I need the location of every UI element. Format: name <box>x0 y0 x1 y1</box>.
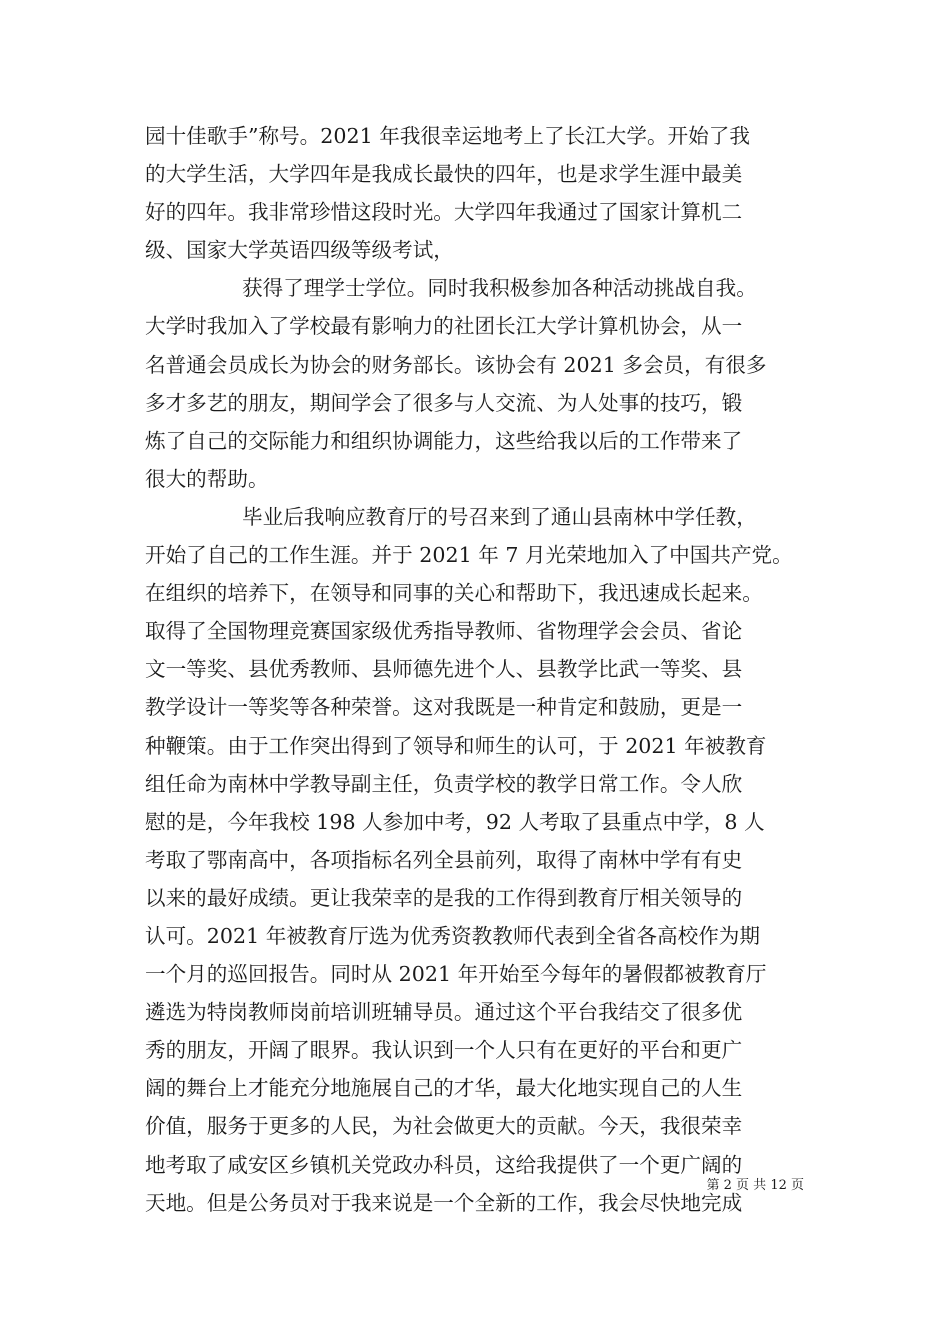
text-line: 阔的舞台上才能充分地施展自己的才华，最大化地实现自己的人生 <box>145 1076 743 1101</box>
text-line: 园十佳歌手”称号。2021 年我很幸运地考上了长江大学。开始了我 <box>145 124 750 148</box>
text-line: 大学时我加入了学校最有影响力的社团长江大学计算机协会，从一 <box>145 314 743 339</box>
text-line: 组任命为南林中学教导副主任，负责学校的教学日常工作。令人欣 <box>145 771 743 796</box>
text-line: 以来的最好成绩。更让我荣幸的是我的工作得到教育厅相关领导的 <box>145 885 743 910</box>
text-line: 名普通会员成长为协会的财务部长。该协会有 2021 多会员，有很多 <box>145 352 767 377</box>
page-footer: 第 2 页 共 12 页 <box>706 1178 804 1193</box>
text-line: 很大的帮助。 <box>145 466 269 491</box>
text-line: 的大学生活，大学四年是我成长最快的四年，也是求学生涯中最美 <box>145 162 743 187</box>
body-text <box>145 117 815 1222</box>
text-line: 教学设计一等奖等各种荣誉。这对我既是一种肯定和鼓励，更是一 <box>145 695 743 720</box>
text-line: 取得了全国物理竞赛国家级优秀指导教师、省物理学会会员、省论 <box>145 619 743 644</box>
text-line: 一个月的巡回报告。同时从 2021 年开始至今每年的暑假都被教育厅 <box>145 962 767 987</box>
text-line: 级、国家大学英语四级等级考试， <box>145 238 454 263</box>
text-line: 炼了自己的交际能力和组织协调能力，这些给我以后的工作带来了 <box>145 428 743 453</box>
text-line: 获得了理学士学位。同时我积极参加各种活动挑战自我。 <box>242 276 757 301</box>
text-line: 慰的是，今年我校 198 人参加中考，92 人考取了县重点中学，8 人 <box>145 809 765 834</box>
text-line: 多才多艺的朋友，期间学会了很多与人交流、为人处事的技巧，锻 <box>145 390 743 415</box>
text-line: 种鞭策。由于工作突出得到了领导和师生的认可，于 2021 年被教育 <box>145 733 767 758</box>
text-line: 开始了自己的工作生涯。并于 2021 年 7 月光荣地加入了中国共产党。 <box>145 543 793 568</box>
text-line: 价值，服务于更多的人民，为社会做更大的贡献。今天，我很荣幸 <box>145 1114 743 1139</box>
text-line: 遴选为特岗教师岗前培训班辅导员。通过这个平台我结交了很多优 <box>145 1000 743 1025</box>
text-line: 在组织的培养下，在领导和同事的关心和帮助下，我迅速成长起来。 <box>145 581 763 606</box>
text-line: 认可。2021 年被教育厅选为优秀资教教师代表到全省各高校作为期 <box>145 923 760 948</box>
text-line: 秀的朋友，开阔了眼界。我认识到一个人只有在更好的平台和更广 <box>145 1038 743 1063</box>
text-line: 毕业后我响应教育厅的号召来到了通山县南林中学任教， <box>242 504 757 529</box>
text-line: 天地。但是公务员对于我来说是一个全新的工作，我会尽快地完成 <box>145 1190 743 1215</box>
text-line: 文一等奖、县优秀教师、县师德先进个人、县教学比武一等奖、县 <box>145 657 743 682</box>
text-line: 地考取了咸安区乡镇机关党政办科员，这给我提供了一个更广阔的 <box>145 1152 743 1177</box>
text-line: 好的四年。我非常珍惜这段时光。大学四年我通过了国家计算机二 <box>145 200 743 225</box>
text-line: 考取了鄂南高中，各项指标名列全县前列，取得了南林中学有有史 <box>145 847 743 872</box>
